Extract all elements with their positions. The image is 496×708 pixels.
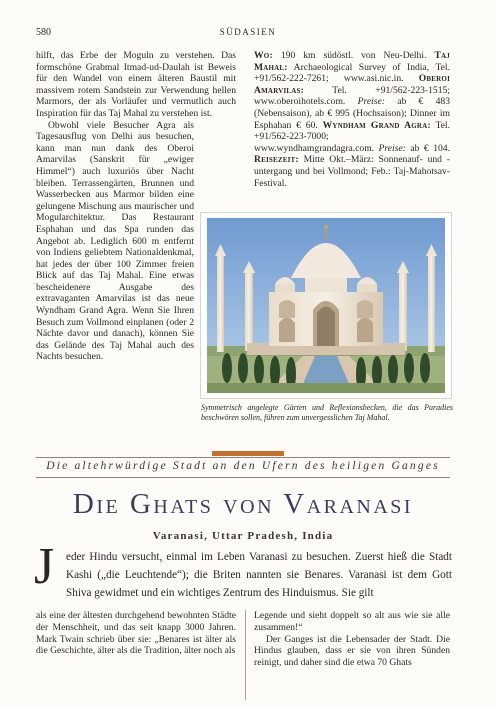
column-divider — [245, 610, 246, 700]
label-reisezeit: Reisezeit: — [254, 154, 299, 166]
intro-paragraph — [66, 548, 452, 602]
label-oberoi: Oberoi Amarvilas: — [254, 73, 450, 96]
body-column-left — [36, 610, 236, 657]
running-title: SÜDASIEN — [219, 27, 277, 37]
info-reisezeit: Mitte Okt.–März: Sonnenauf- und -untergang und bei Vollmond; Feb.: Taj-Mahotsav-Festival. — [254, 154, 450, 189]
label-wo: Wo: — [254, 50, 273, 61]
top-rule — [36, 457, 450, 458]
paragraph: hilft, das Erbe der Moguln zu verstehen. Das formschöne Grabmal Itmad-ud-Daulah ist Beweis für den Wandel von einem älteren Baustil mit massivem rotem Sandstein zur Verwendung hellen Marmors, der als Vorläufer und vermutlich auch Inspiration für das Taj Mahal zu verstehen ist. — [36, 50, 236, 119]
info-preise-2: ab € 104. — [405, 142, 450, 154]
body-text: als eine der ältesten durchgehend bewohnten Städte der Menschheit, und das seit knapp 3000 Jahren. Mark Twain schrieb über sie: „Benares ist älter als die Geschichte, älter als die Tradition, älter noch als — [36, 610, 236, 657]
section-headline: Die Ghats von Varanasi — [72, 488, 414, 520]
section-location: Varanasi, Uttar Pradesh, India — [152, 530, 334, 542]
photo-caption: Symmetrisch angelegte Gärten und Reflexionsbecken, die das Paradies beschwören sollen, führen zum unvergesslichen Taj Mahal. — [201, 403, 453, 422]
page-header — [36, 27, 460, 41]
page-number: 580 — [36, 27, 51, 38]
kicker-rule — [36, 477, 450, 478]
info-text — [254, 50, 450, 189]
label-preise-2: Preise: — [378, 142, 406, 154]
intro-text: eder Hindu versucht, einmal im Leben Varanasi zu besuchen. Zuerst hieß die Stadt Kashi („die Leuchtende“); die Briten nannten sie Benares. Varanasi ist dem Gott Shiva gewidmet und ein wichtiges Zentrum des Hinduismus. Sie gilt — [66, 551, 452, 599]
body-text: Legende und sieht doppelt so alt aus wie sie alle zusammen!“ — [254, 610, 450, 633]
accent-bar — [212, 451, 284, 456]
label-preise: Preise: — [357, 96, 385, 108]
info-wyndham: Tel. +91/562-223-7000; www.wyndhamgrandagra.com. — [254, 119, 450, 154]
paragraph-text: Obwohl viele Besucher Agra als Tagesausflug von Delhi aus besuchen, kann man nun dank des Oberoi Amarvilas (Sanskrit für „ewiger Himmel“) auch luxuriös über Nacht bleiben. Terrassengärten, Brunnen und Wasserbecken aus Marmor bilden eine gelungene Mischung aus maurischer und Mogularchitektur. Das Restaurant Esphahan und das Spa runden das Angebot ab. Lediglich 600 m entfernt von Indiens geliebtem Nationaldenkmal, hat jedes der über 100 Zimmer freien Blick auf das Taj Mahal. Eine etwas bescheidenere Ausgabe des extravaganten Amarvilas ist das neue Wyndham Grand Agra. Wenn Sie Ihren Besuch zum Vollmond einplanen (oder 2 Nächte davor und danach), können Sie das Gelände des Taj Mahal auch des Nachts besuchen. — [36, 119, 194, 363]
info-taj: Archaeological Survey of India, Tel. +91/562-222-7261; www.asi.nic.in. — [254, 61, 450, 85]
label-wyndham: Wyndham Grand Agra: — [322, 119, 431, 131]
info-oberoi: Tel. +91/562-223-1515; www.oberoihotels.com. — [254, 84, 450, 108]
taj-mahal-illustration — [207, 218, 445, 393]
body-column-right — [254, 610, 450, 669]
drop-cap: J — [34, 538, 55, 595]
section-kicker: Die altehrwürdige Stadt an den Ufern des heiligen Ganges — [46, 460, 440, 472]
taj-mahal-photo — [200, 212, 452, 399]
info-wo: 190 km südöstl. von Neu-Delhi. — [272, 50, 435, 61]
info-preise: ab € 483 (Nebensaison), ab € 995 (Hochsaison); Dinner im Esphahan € 60. — [254, 96, 450, 131]
label-taj: Taj Mahal: — [254, 50, 450, 73]
info-box — [254, 50, 450, 189]
body-text: Der Ganges ist die Lebensader der Stadt. Die Hindus glauben, dass er sie von ihren Sünden reinigt, und daher sind die etwa 70 Ghats — [254, 633, 450, 669]
